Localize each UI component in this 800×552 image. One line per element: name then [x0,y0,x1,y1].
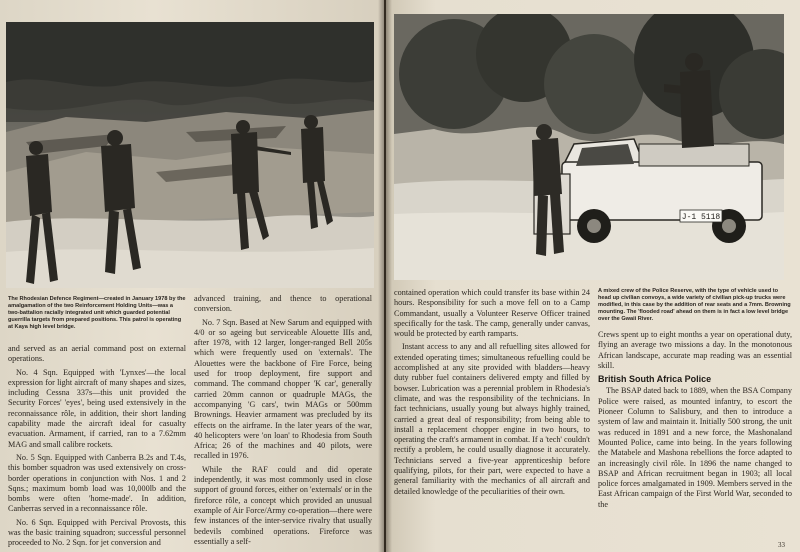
left-column-2 [194,294,372,552]
right-column-2 [598,330,792,552]
paragraph: Crews spent up to eight months a year on operational duty, flying an average two missions a day. In the monotonous African landscape, accurate map reading was an essential skill. [598,330,792,370]
page-number: 33 [778,541,785,549]
section-heading: British South Africa Police [598,374,712,385]
soldiers-patrol-photo [6,22,374,288]
paragraph: No. 7 Sqn. Based at New Sarum and equipped with 4/0 or so ageing but serviceable Alouette IIIs and, after 1978, with 12 larger, longer-ranged Bell 205s which were frequently used on 'externals'. The Alouettes were the backbone of Fire Force, being used for troop deployment, fire support and command. The command chopper 'K car', generally carried 20mm cannon or quadruple MAGs, the accompanying 'G cars', twin MAGs or 500mm Brownings. Heavier armament was precluded by its effects on the airframe. In the later years of the war, 40 helicopters were 'on loan' to Rhodesia from South Africa; 26 of the machines and 40 pilots, were recalled in 1976. [194,317,372,461]
police-reserve-truck-photo [394,14,784,280]
right-photo-caption: A mixed crew of the Police Reserve, with the type of vehicle used to head up civilian convoys, a wide variety of civilian pick-up trucks were modified, in this case by the addition of rear seats and a 7mm. Browning mounting. The 'flooded road' ahead on them is in fact a low level bridge over the Gwaii River. [598,288,791,322]
paragraph: contained operation which could transfer its base within 24 hours. Responsibility for such a move fell on to a Camp Commandant, usually a Volunteer Reserve Officer trained specifically for the task. The camp, generally under canvas, would be protected by earth ramparts. [394,288,590,339]
paragraph: advanced training, and thence to operational conversion. [194,294,372,314]
paragraph: No. 5 Sqn. Equipped with Canberra B.2s and T.4s, this bomber squadron was used extensively on cross-border operations in conjunction with Nos. 1 and 2 Sqns.; maximum bomb load was 10,000lb and the bombs were often 'home-made'. In addition, Canberras served in a reconnaissance rôle. [8,452,186,514]
left-column-1 [8,344,186,552]
paragraph: No. 6 Sqn. Equipped with Percival Provosts, this was the basic training squadron; successful personnel proceeded to No. 2 Sqn. for jet conversion and [8,517,186,548]
paragraph: While the RAF could and did operate independently, it was most commonly used in close support of ground forces, either on 'externals' or in the fireforce rôle, a concept which provided an unusual example of Air Force/Army co-operation—there were few instances of the inter-service rivalry that usually bedevils combined operations. Fireforce was essentially a self- [194,464,372,546]
paragraph: and served as an aerial command post on external operations. [8,344,186,364]
left-page [0,0,384,552]
paragraph: Instant access to any and all refuelling sites allowed for extended operating times; simultaneous refuelling could be accomplished at any site provided with bladders—heavy duty rubber fuel containers delivered empty and filled by bowser. Lubrication was a perennial problem in Rhodesia's climate, and was the responsibility of the technicians. In fact technicians, usually young but always highly trained, carried a great deal of responsibility; from being able to install a replacement chopper engine in two hours, to operating the craft's armament in combat. If a 'tech' couldn't rectify a problem, he could usually diagnose it accurately. Technicians served a five-year apprenticeship before qualifying, pilots, for their part, were expected to have a general familiarity with the mechanics of all aircraft and detailed knowledge of the peculiarities of their own. [394,342,590,496]
paragraph: The BSAP dated back to 1889, when the BSA Company Police were raised, as mounted infantry, to escort the Pioneer Column to Salisbury, and then to introduce a system of law and maintain it. Initially 500 strong, the unit was reduced in 1891 and a new force, the Mashonaland Mounted Police, came into being. In the years following the Matabele and Mashona rebellions the force adapted to an increasingly civil rôle. In 1896 the name changed to BSAP and African recruitment began in 1903; all local police forces amalgamated in 1909. Members served in the East African campaign of the First World War, seconded to the [598,386,792,509]
left-photo-caption: The Rhodesian Defence Regiment—created in January 1978 by the amalgamation of the two Reinforcement Holding Units—was a two-battalion racially integrated unit which guarded potential guerrilla targets from prepared positions. This patrol is operating at Kaya high level bridge. [8,296,186,330]
right-page [386,0,800,552]
book-gutter [378,0,392,552]
number-plate: J-1 5118 [681,213,721,222]
right-column-1 [394,288,590,552]
paragraph: No. 4 Sqn. Equipped with 'Lynxes'—the local expression for light aircraft of many shapes and sizes, including Cessna 337s—this unit provided the Security Forces' 'eyes', being used extensively in the reconnaissance rôle, in addition, their short landing capability made the aircraft ideal for casualty evacuation. Armament, if carried, ran to a 7.62mm MAG and small calibre rockets. [8,367,186,449]
